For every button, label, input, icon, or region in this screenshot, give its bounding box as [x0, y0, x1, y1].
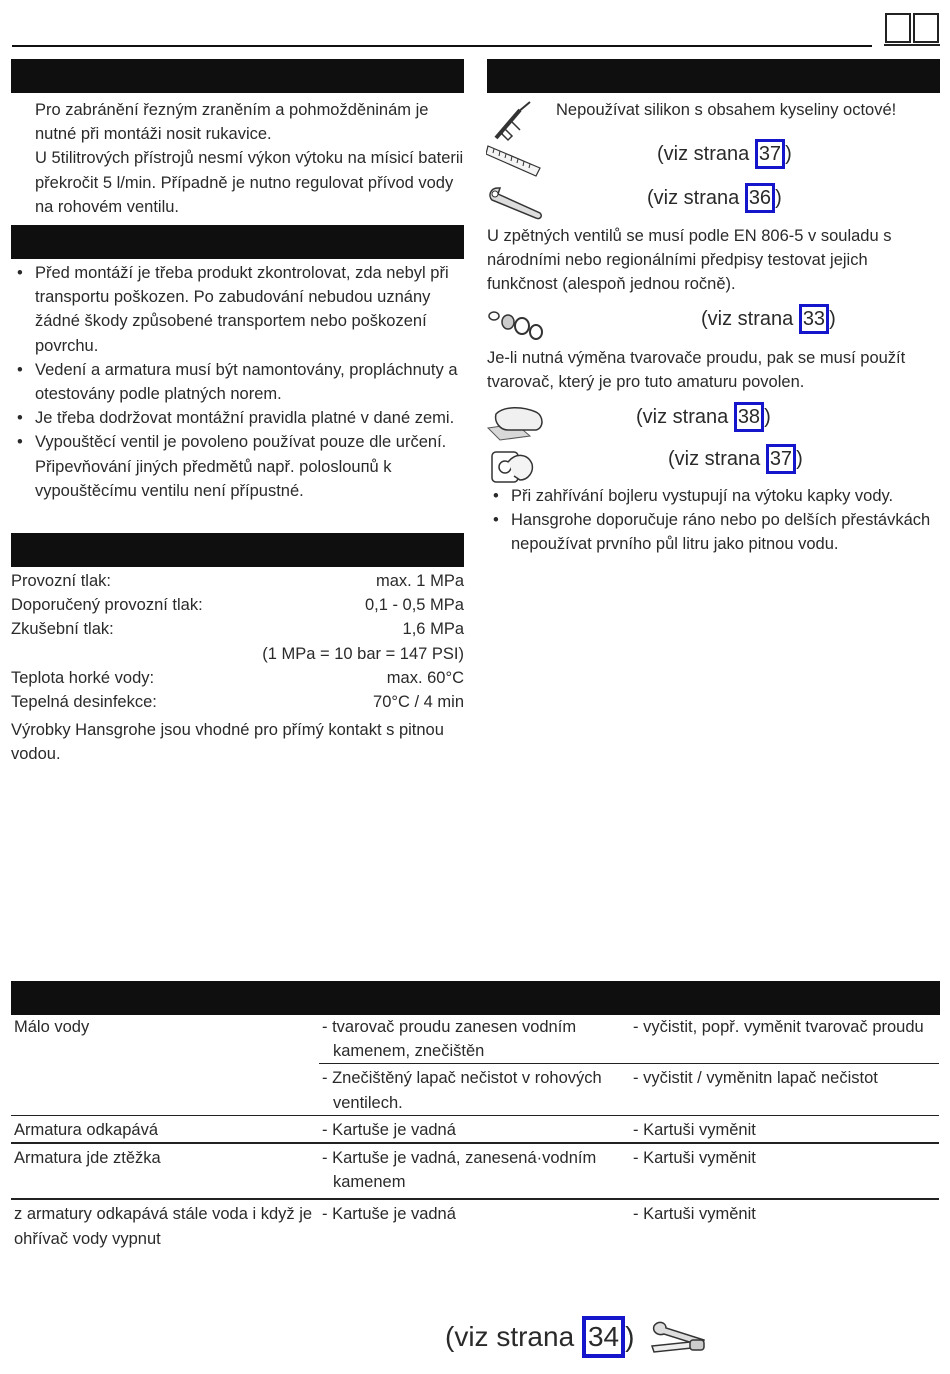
- page-link[interactable]: 34: [582, 1316, 625, 1358]
- silicone-note: Nepoužívat silikon s obsahem kyseliny octové!: [556, 101, 897, 119]
- turning-hand-icon: [490, 446, 538, 486]
- valve-note: U zpětných ventilů se musí podle EN 806-5 v souladu s národními nebo regionálními předpisy testovat jejich funkčnost (alespoň jednou ročně).: [487, 227, 892, 294]
- section-bar-troubleshooting: [11, 981, 940, 1015]
- wrench-icon: [486, 184, 544, 222]
- list-item: • Je třeba dodržovat montážní pravidla platné v dané zemi.: [11, 406, 465, 430]
- spec-row: [11, 690, 464, 714]
- table-row: [11, 1013, 939, 1064]
- page-reference-suffix: ): [775, 187, 782, 209]
- page-reference-suffix: ): [829, 308, 836, 330]
- cleaning-hand-icon: [486, 402, 546, 442]
- section-bar-assembly: [11, 225, 464, 259]
- list-item: • Při zahřívání bojleru vystupují na výtoku kapky vody.: [487, 484, 939, 508]
- page-reference-prefix: (viz strana: [668, 448, 766, 470]
- cause-text: - Znečištěný lapač nečistot v rohových ventilech.: [322, 1069, 602, 1112]
- page-reference-prefix: (viz strana: [647, 187, 745, 209]
- spec-row: [11, 569, 464, 593]
- page-reference: [636, 402, 771, 432]
- remedy-text: - Kartuši vyměnit: [633, 1120, 756, 1139]
- page-link[interactable]: 37: [755, 139, 785, 169]
- page-reference-prefix: (viz strana: [701, 308, 799, 330]
- safety-paragraph: U 5tilitrových přístrojů nesmí výkon výtoku na mísicí baterii překročit 5 l/min. Případně je nutno regulovat přívod vody na rohovém ventilu.: [35, 149, 464, 216]
- cause-text: - Kartuše je vadná: [322, 1205, 456, 1224]
- table-row: [11, 1199, 939, 1250]
- page-link[interactable]: 37: [766, 444, 796, 474]
- spec-label: Teplota horké vody:: [11, 668, 155, 687]
- remedy-text: - Kartuši vyměnit: [633, 1205, 756, 1224]
- technical-specs: [11, 569, 464, 767]
- page-reference: [657, 139, 792, 169]
- page-reference: [668, 444, 803, 474]
- section-bar-technical: [11, 533, 464, 567]
- assembly-list: [11, 261, 465, 503]
- remedy-cell: [630, 1013, 939, 1064]
- remedy-text: - Kartuši vyměnit: [633, 1149, 756, 1168]
- aerator-note: Je-li nutná výměna tvarovače proudu, pak se musí použít tvarovač, který je pro tuto amaturu povolen.: [487, 349, 906, 392]
- list-item: • Hansgrohe doporučuje ráno nebo po delších přestávkách nepoužívat prvního půl litru jako pitnou vodu.: [487, 508, 939, 556]
- cause-text: - Kartuše je vadná, zanesená·vodním kamenem: [322, 1149, 597, 1192]
- spec-label: Provozní tlak:: [11, 572, 111, 590]
- remedy-cell: [630, 1064, 939, 1115]
- page-link[interactable]: 36: [745, 183, 775, 213]
- aerator-parts-icon: [486, 306, 546, 342]
- page-reference-suffix: ): [785, 143, 792, 165]
- spec-value: max. 60°C: [386, 668, 464, 687]
- spec-row: [11, 617, 464, 641]
- remedy-cell: [630, 1143, 939, 1199]
- open-book-icon: [884, 12, 940, 48]
- problem-cell: z armatury odkapává stále voda i když je ohřívač vody vypnut: [11, 1199, 319, 1250]
- spec-label: Zkušební tlak:: [11, 620, 114, 639]
- troubleshooting-table: [11, 1013, 939, 1251]
- remedy-text: - vyčistit, popř. vyměnit tvarovač proudu: [633, 1018, 924, 1036]
- table-row: [11, 1143, 939, 1199]
- spec-value: 1,6 MPa: [402, 620, 464, 639]
- safety-paragraph: Pro zabránění řezným zraněním a pohmožděninám je nutné při montáži nosit rukavice.: [35, 101, 429, 144]
- spec-value: 0,1 - 0,5 MPa: [364, 596, 464, 615]
- page-reference-suffix: ): [625, 1321, 635, 1352]
- spec-label: Tepelná desinfekce:: [11, 693, 157, 712]
- list-item: • Vypouštěcí ventil je povoleno používat pouze dle určení. Připevňování jiných předmětů např. poloslouпů k vypouštěcímu ventilu není přípustné.: [11, 430, 465, 503]
- page-reference-prefix: (viz strana: [636, 406, 734, 428]
- remedy-cell: [630, 1115, 939, 1143]
- remedy-text: - vyčistit / vyměnitn lapač nečistot: [633, 1069, 878, 1088]
- page-link[interactable]: 38: [734, 402, 764, 432]
- bottom-page-reference: [445, 1316, 634, 1358]
- spec-value: max. 1 MPa: [375, 572, 464, 590]
- remedy-cell: [630, 1199, 939, 1250]
- page-reference-prefix: (viz strana: [445, 1321, 582, 1352]
- ruler-icon: [486, 142, 542, 178]
- page-reference-suffix: ): [796, 448, 803, 470]
- page-reference-prefix: (viz strana: [657, 143, 755, 165]
- list-item: • Před montáží je třeba produkt zkontrolovat, zda nebyl při transportu poškozen. Po zabudování nebudou uznány žádné škody způsobené transportem nebo poškození povrchu.: [11, 261, 465, 358]
- page-reference: [647, 183, 782, 213]
- cause-cell: [319, 1013, 630, 1064]
- tools-icon: [650, 1318, 708, 1358]
- page-reference: [701, 304, 836, 334]
- cause-cell: [319, 1115, 630, 1143]
- header-rule: [12, 45, 872, 47]
- list-item: • Vedení a armatura musí být namontovány, propláchnuty a otestovány podle platných norem.: [11, 358, 465, 406]
- page-reference-suffix: ): [764, 406, 771, 428]
- spec-row: [11, 666, 464, 690]
- cause-text: - tvarovač proudu zanesen vodním kamenem, znečištěn: [322, 1018, 577, 1061]
- spec-row: [11, 593, 464, 617]
- usage-list: [487, 484, 939, 557]
- spec-conversion: (1 MPa = 10 bar = 147 PSI): [262, 644, 464, 663]
- problem-cell: Málo vody: [14, 1018, 90, 1036]
- cause-cell: [319, 1064, 630, 1115]
- problem-cell: Armatura jde ztěžka: [11, 1143, 319, 1199]
- cause-text: - Kartuše je vadná: [322, 1120, 456, 1139]
- section-bar-symbols: [487, 59, 940, 93]
- cause-cell: [319, 1199, 630, 1250]
- page-link[interactable]: 33: [799, 304, 829, 334]
- spec-value: 70°C / 4 min: [373, 693, 464, 712]
- cause-cell: [319, 1143, 630, 1199]
- problem-cell: Armatura odkapává: [11, 1115, 319, 1143]
- spec-row: [11, 642, 464, 666]
- section-bar-safety: [11, 59, 464, 93]
- table-row: [11, 1115, 939, 1143]
- safety-text: [35, 98, 465, 219]
- spec-label: Doporučený provozní tlak:: [11, 596, 203, 615]
- silicone-gun-icon: [490, 100, 536, 142]
- spec-note: Výrobky Hansgrohe jsou vhodné pro přímý kontakt s pitnou vodou.: [11, 721, 444, 764]
